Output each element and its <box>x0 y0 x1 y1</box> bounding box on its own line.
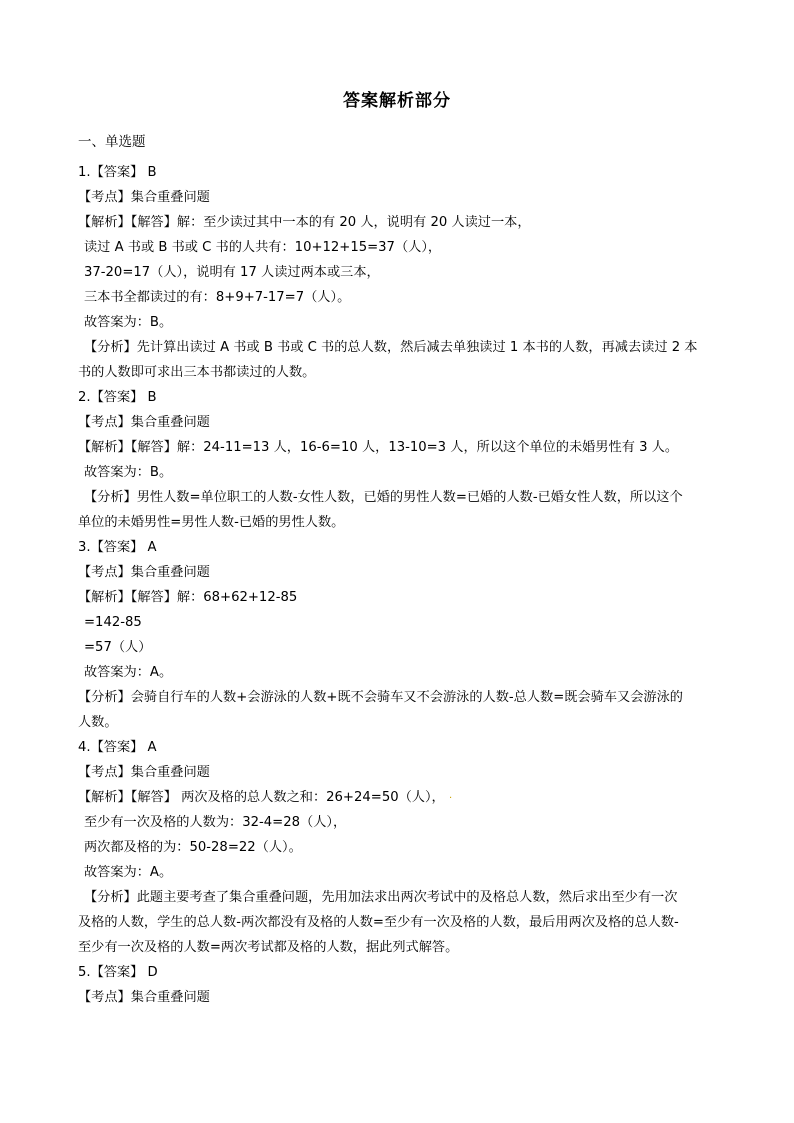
q2-solution-line: 【解析】【解答】解：24-11=13 人，16-6=10 人，13-10=3 人，所以这个单位的未婚男性有 3 人。 <box>78 440 679 455</box>
q3-conclusion: 故答案为：A。 <box>84 665 173 680</box>
q4-answer: 4.【答案】 A <box>78 740 157 755</box>
q1-answer: 1.【答案】 B <box>78 165 157 180</box>
q1-solution-line: 读过 A 书或 B 书或 C 书的人共有：10+12+15=37（人）， <box>84 240 442 255</box>
q2-topic: 【考点】集合重叠问题 <box>78 415 210 430</box>
page-title: 答案解析部分 <box>343 91 451 111</box>
q3-answer: 3.【答案】 A <box>78 540 157 555</box>
q3-solution-line: =57（人） <box>84 640 152 655</box>
q4-analysis: 至少有一次及格的人数=两次考试都及格的人数，据此列式解答。 <box>78 940 459 955</box>
answer-content <box>78 160 718 1010</box>
q2-answer: 2.【答案】 B <box>78 390 157 405</box>
q3-solution-line: =142-85 <box>84 615 142 630</box>
q4-solution-text: 【解析】【解答】 两次及格的总人数之和：26+24=50（人）， <box>78 790 445 805</box>
q2-conclusion: 故答案为：B。 <box>84 465 173 480</box>
q5-answer: 5.【答案】 D <box>78 965 158 980</box>
q4-solution-line <box>78 785 718 810</box>
q3-analysis: 人数。 <box>78 715 118 730</box>
q1-conclusion: 故答案为：B。 <box>84 315 173 330</box>
section-heading: 一、单选题 <box>78 134 146 150</box>
q3-topic: 【考点】集合重叠问题 <box>78 565 210 580</box>
q4-analysis: 及格的人数，学生的总人数-两次都没有及格的人数=至少有一次及格的人数，最后用两次及格的总人数- <box>78 915 679 930</box>
q4-solution-line: 两次都及格的为：50-28=22（人）。 <box>84 840 302 855</box>
q5-topic: 【考点】集合重叠问题 <box>78 990 210 1005</box>
stray-dot-mark: · <box>448 793 453 804</box>
q1-analysis: 【分析】先计算出读过 A 书或 B 书或 C 书的总人数，然后减去单独读过 1 本书的人数，再减去读过 2 本 <box>84 340 698 355</box>
q1-solution-line: 37-20=17（人），说明有 17 人读过两本或三本， <box>84 265 380 280</box>
q4-solution-line: 至少有一次及格的人数为：32-4=28（人）， <box>84 815 347 830</box>
q3-solution-line: 【解析】【解答】解：68+62+12-85 <box>78 590 298 605</box>
q2-analysis: 单位的未婚男性=男性人数-已婚的男性人数。 <box>78 515 345 530</box>
q3-analysis: 【分析】会骑自行车的人数+会游泳的人数+既不会骑车又不会游泳的人数-总人数=既会骑车又会游泳的 <box>78 690 683 705</box>
q1-solution-line: 三本书全都读过的有：8+9+7-17=7（人）。 <box>84 290 351 305</box>
q1-solution-line: 【解析】【解答】解：至少读过其中一本的有 20 人，说明有 20 人读过一本， <box>78 215 531 230</box>
q4-analysis: 【分析】此题主要考查了集合重叠问题，先用加法求出两次考试中的及格总人数，然后求出至少有一次 <box>84 890 678 905</box>
q4-conclusion: 故答案为：A。 <box>84 865 173 880</box>
q1-topic: 【考点】集合重叠问题 <box>78 190 210 205</box>
q1-analysis: 书的人数即可求出三本书都读过的人数。 <box>78 365 316 380</box>
q4-topic: 【考点】集合重叠问题 <box>78 765 210 780</box>
q2-analysis: 【分析】男性人数=单位职工的人数-女性人数，已婚的男性人数=已婚的人数-已婚女性人数，所以这个 <box>84 490 683 505</box>
